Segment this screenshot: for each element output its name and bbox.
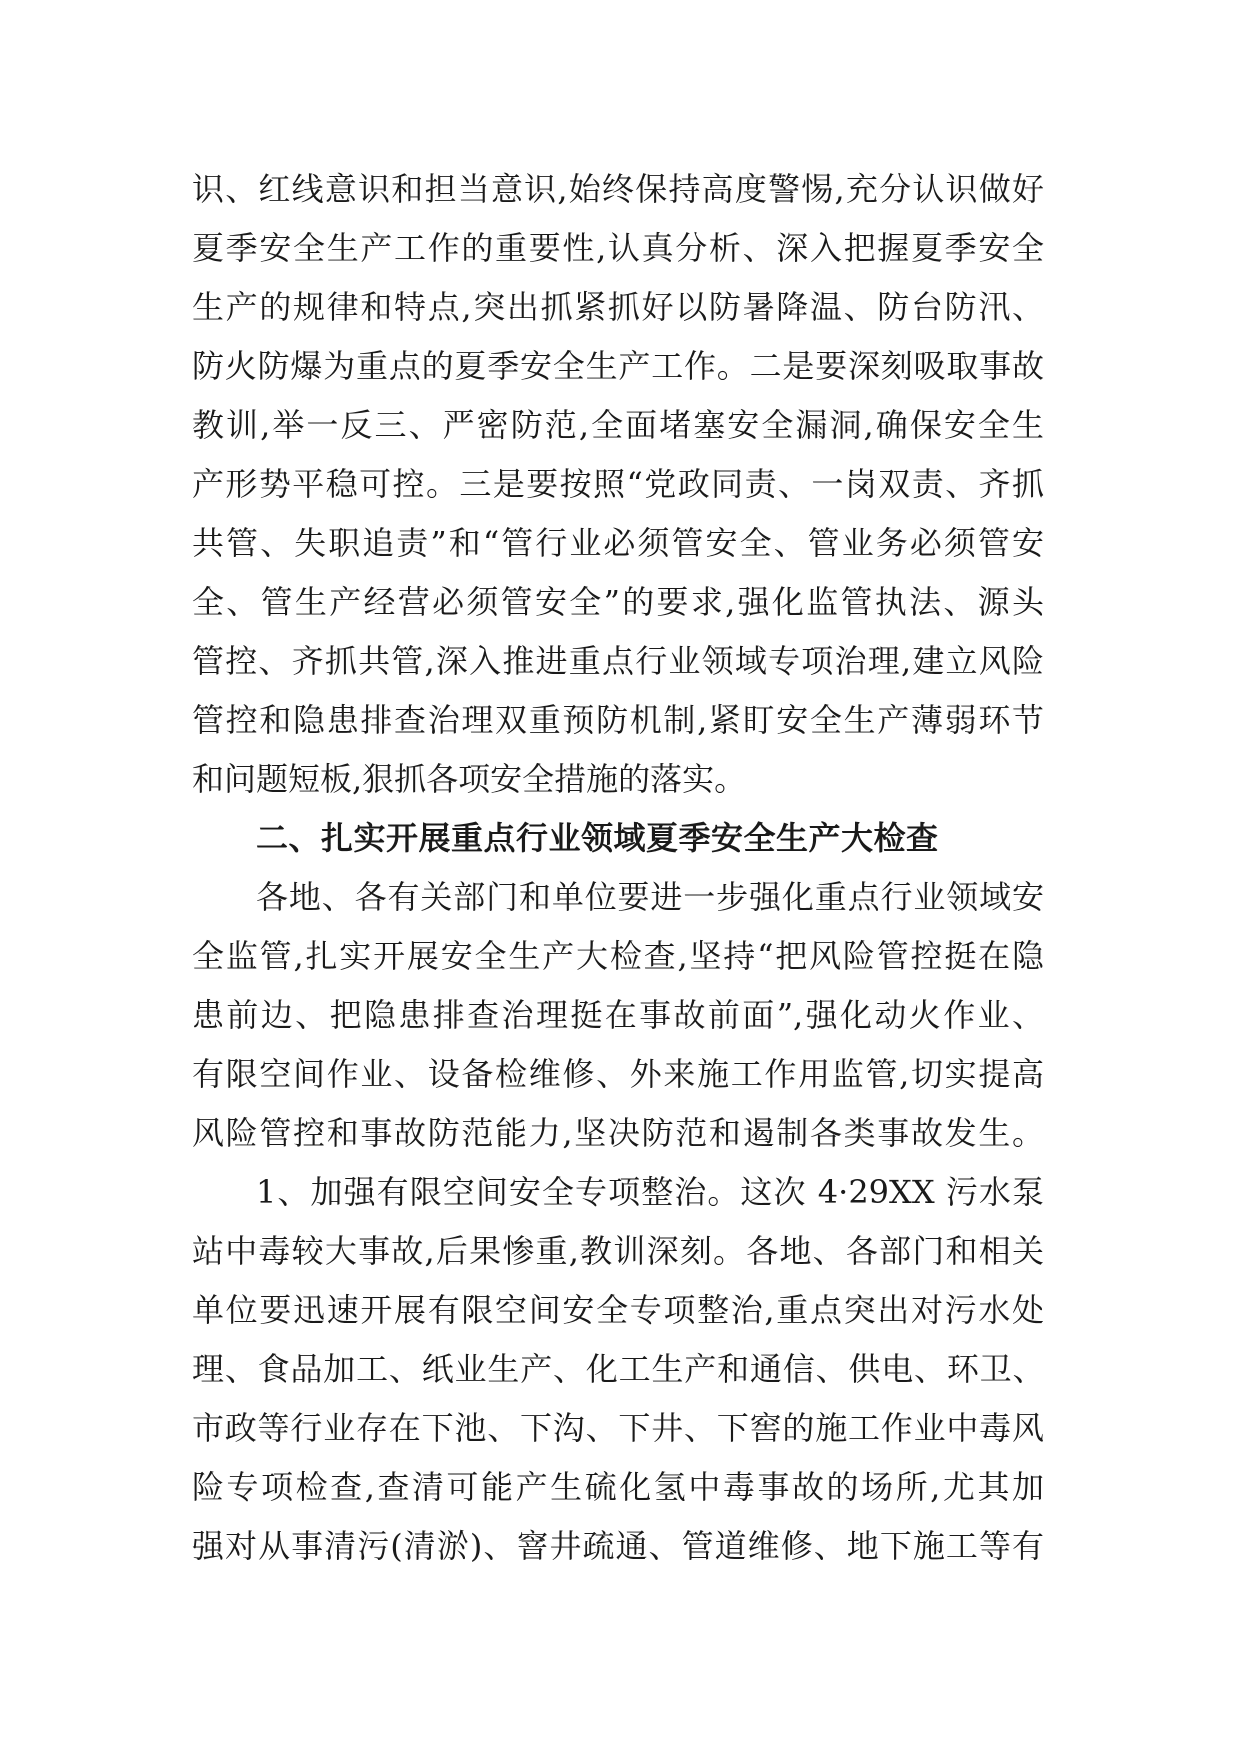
text-line: 管控和隐患排查治理双重预防机制,紧盯安全生产薄弱环节 xyxy=(192,701,1044,739)
text-line: 单位要迅速开展有限空间安全专项整治,重点突出对污水处 xyxy=(192,1291,1044,1329)
paragraph-3 xyxy=(192,1163,1044,1576)
paragraph-1 xyxy=(192,160,1044,809)
text-line: 共管、失职追责”和“管行业必须管安全、管业务必须管安 xyxy=(192,524,1044,562)
text-line: 全、管生产经营必须管安全”的要求,强化监管执法、源头 xyxy=(192,583,1044,621)
text-line: 1、加强有限空间安全专项整治。这次 4·29XX 污水泵 xyxy=(256,1173,1044,1211)
text-line: 各地、各有关部门和单位要进一步强化重点行业领域安 xyxy=(256,878,1044,916)
text-line: 风险管控和事故防范能力,坚决防范和遏制各类事故发生。 xyxy=(192,1114,1044,1152)
text-line: 生产的规律和特点,突出抓紧抓好以防暑降温、防台防汛、 xyxy=(192,288,1044,326)
text-line: 有限空间作业、设备检维修、外来施工作用监管,切实提高 xyxy=(192,1055,1044,1093)
text-line: 市政等行业存在下池、下沟、下井、下窖的施工作业中毒风 xyxy=(192,1409,1044,1447)
section-heading: 二、扎实开展重点行业领域夏季安全生产大检查 xyxy=(256,819,939,857)
text-line: 教训,举一反三、严密防范,全面堵塞安全漏洞,确保安全生 xyxy=(192,406,1044,444)
text-line: 和问题短板,狠抓各项安全措施的落实。 xyxy=(192,760,747,798)
text-line: 防火防爆为重点的夏季安全生产工作。二是要深刻吸取事故 xyxy=(192,347,1044,385)
text-line: 管控、齐抓共管,深入推进重点行业领域专项治理,建立风险 xyxy=(192,642,1044,680)
document-body xyxy=(192,160,1044,1576)
text-line: 站中毒较大事故,后果惨重,教训深刻。各地、各部门和相关 xyxy=(192,1232,1044,1270)
text-line: 理、食品加工、纸业生产、化工生产和通信、供电、环卫、 xyxy=(192,1350,1044,1388)
text-line: 患前边、把隐患排查治理挺在事故前面”,强化动火作业、 xyxy=(192,996,1044,1034)
text-line: 全监管,扎实开展安全生产大检查,坚持“把风险管控挺在隐 xyxy=(192,937,1044,975)
paragraph-2 xyxy=(192,868,1044,1163)
text-line: 夏季安全生产工作的重要性,认真分析、深入把握夏季安全 xyxy=(192,229,1044,267)
text-line: 产形势平稳可控。三是要按照“党政同责、一岗双责、齐抓 xyxy=(192,465,1044,503)
text-line: 识、红线意识和担当意识,始终保持高度警惕,充分认识做好 xyxy=(192,170,1044,208)
text-line: 险专项检查,查清可能产生硫化氢中毒事故的场所,尤其加 xyxy=(192,1468,1044,1506)
text-line: 强对从事清污(清淤)、窨井疏通、管道维修、地下施工等有 xyxy=(192,1527,1044,1565)
